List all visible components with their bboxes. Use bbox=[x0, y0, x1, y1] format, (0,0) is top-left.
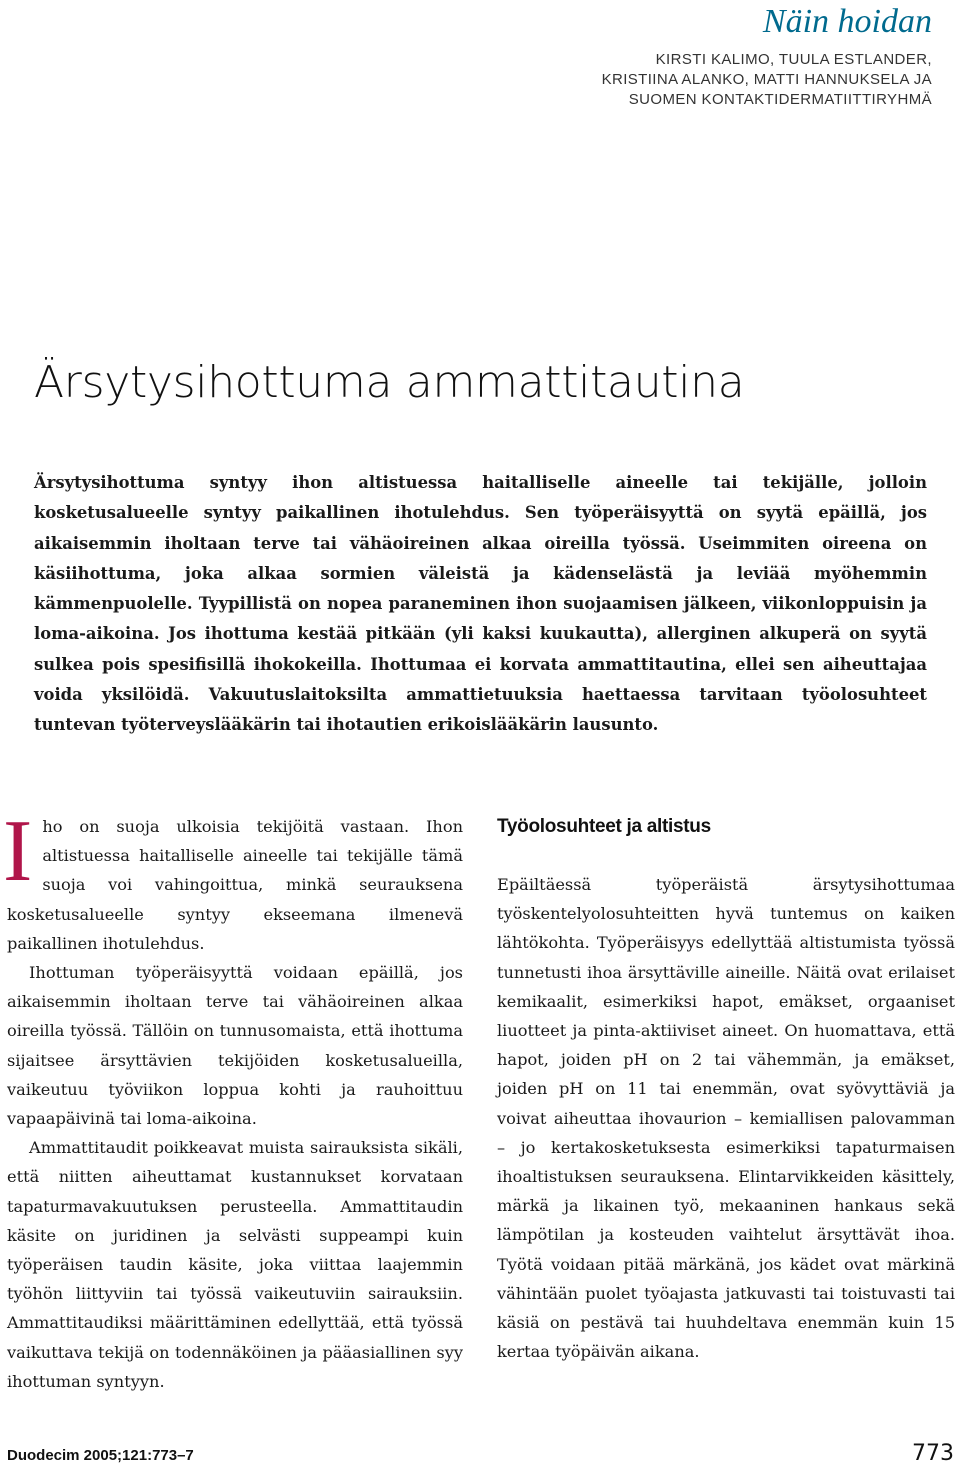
series-title: Näin hoidan bbox=[762, 3, 932, 40]
body-paragraph-text: ho on suoja ulkoisia tekijöitä vastaan. Ihon altistuessa haitalliselle aineelle tai tekijälle tämä suoja voi vahingoittua, minkä seurauksena kosketusalueelle syntyy ekseemana ilmenevä paikallinen ihotulehdus. bbox=[7, 817, 463, 953]
article-title: Ärsytysihottuma ammattitautina bbox=[34, 357, 745, 408]
body-paragraph: Epäiltäessä työperäistä ärsytysihottumaa työskentelyolosuhteitten hyvä tuntemus on kaiken lähtökohta. Työperäisyys edellyttää altistumista työssä tunnetusti ihoa ärsyttäville aineille. Näitä ovat erilaiset kemikaalit, esimerkiksi hapot, emäkset, orgaaniset liuotteet ja pinta-aktiiviset aineet. On huomattava, että hapot, joiden pH on 2 tai vähemmän, ja emäkset, joiden pH on 11 tai enemmän, ovat syövyttäviä ja voivat aiheuttaa ihovaurion – kemiallisen palovamman – jo kertakosketuksesta esimerkiksi tapaturmaisen ihoaltistuksen seurauksena. Elintarvikkeiden käsittely, märkä ja likainen työ, mekaaninen hankaus sekä lämpötilan ja kosteuden vaihtelut ärsyttävät ihoa. Työtä voidaan pitää märkänä, jos kädet ovat märkinä vähintään puolet työajasta jatkuvasti tai toistuvasti tai käsiä on pestävä tai huuhdeltava enemmän kuin 15 kertaa työpäivän aikana. bbox=[497, 875, 955, 1362]
journal-citation: Duodecim 2005;121:773–7 bbox=[7, 1447, 194, 1464]
body-paragraph: Ammattitaudit poikkeavat muista sairauksista sikäli, että niitten aiheuttamat kustannukset korvataan tapaturmavakuutuksen perusteella. Ammattitaudin käsite on juridinen ja selvästi suppeampi kuin työperäisen taudin käsite, joka viittaa laajemmin työhön liittyviin tai työssä vaikeutuviin sairauksiin. Ammattitaudiksi määrittäminen edellyttää, että työssä vaikuttava tekijä on todennäköinen ja pääasiallinen syy ihottuman syntyyn. bbox=[7, 1138, 463, 1391]
body-paragraph: Ihottuman työperäisyyttä voidaan epäillä, jos aikaisemmin iholtaan terve tai vähäoireinen alkaa oireilla työssä. Tällöin on tunnusomaista, että ihottuma sijaitsee ärsyttävien tekijöiden kosketusalueilla, vaikeutuu työviikon loppua kohti ja rauhoittuu vapaapäivinä tai loma-aikoina. bbox=[7, 963, 463, 1129]
page-number: 773 bbox=[912, 1441, 954, 1466]
author-line: KRISTIINA ALANKO, MATTI HANNUKSELA JA bbox=[601, 71, 932, 88]
section-heading: Työolosuhteet ja altistus bbox=[497, 816, 711, 837]
body-paragraph bbox=[3, 803, 463, 958]
author-list bbox=[412, 50, 932, 110]
author-line: SUOMEN KONTAKTIDERMATIITTIRYHMÄ bbox=[628, 91, 932, 108]
body-column-right bbox=[497, 812, 955, 1366]
author-line: KIRSTI KALIMO, TUULA ESTLANDER, bbox=[655, 51, 932, 68]
drop-cap: I bbox=[3, 803, 33, 900]
body-column-left bbox=[3, 803, 463, 1396]
article-lead: Ärsytysihottuma syntyy ihon altistuessa haitalliselle aineelle tai tekijälle, jolloin kosketusalueelle syntyy paikallinen ihotulehdus. Sen työperäisyyttä on syytä epäillä, jos aikaisemmin iholtaan terve tai vähäoireinen alkaa oireilla työssä. Useimmiten oireena on käsiihottuma, joka alkaa sormien väleistä ja kädenselästä ja leviää myöhemmin kämmenpuolelle. Tyypillistä on nopea paraneminen ihon suojaamisen jälkeen, viikonloppuisin ja loma-aikoina. Jos ihottuma kestää pitkään (yli kaksi kuukautta), allerginen alkuperä on syytä sulkea pois spesifisillä ihokokeilla. Ihottumaa ei korvata ammattitautina, ellei sen aiheuttajaa voida yksilöidä. Vakuutuslaitoksilta ammattietuuksia haettaessa tarvitaan työolosuhteet tuntevan työterveyslääkärin tai ihotautien erikoislääkärin lausunto. bbox=[34, 473, 927, 735]
